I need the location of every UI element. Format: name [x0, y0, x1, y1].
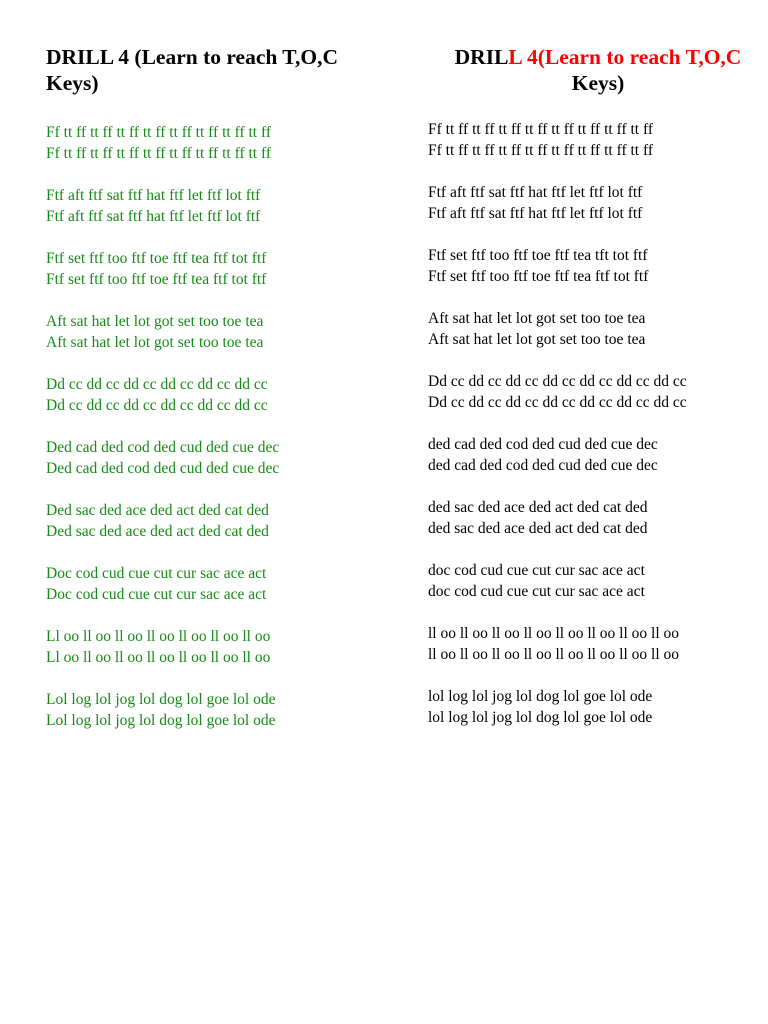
right-drill-list: [428, 119, 758, 728]
drill-group: [46, 563, 386, 605]
drill-line: Ftf aft ftf sat ftf hat ftf let ftf lot ftf: [46, 187, 261, 204]
drill-group: [428, 371, 758, 413]
drill-line: Ftf set ftf too ftf toe ftf tea ftf tot ftf: [428, 268, 649, 285]
drill-line: ded cad ded cod ded cud ded cue dec: [428, 457, 658, 474]
right-title-line2: Keys): [571, 71, 625, 95]
drill-line: Ded cad ded cod ded cud ded cue dec: [46, 460, 280, 477]
drill-line: Aft sat hat let lot got set too toe tea: [428, 310, 646, 327]
drill-group: [46, 248, 386, 290]
drill-line: Doc cod cud cue cut cur sac ace act: [46, 586, 267, 603]
drill-line: lol log lol jog lol dog lol goe lol ode: [428, 709, 653, 726]
drill-line: doc cod cud cue cut cur sac ace act: [428, 562, 645, 579]
drill-line: Ff tt ff tt ff tt ff tt ff tt ff tt ff tt ff tt ff: [428, 142, 654, 159]
drill-line: Ded sac ded ace ded act ded cat ded: [46, 523, 269, 540]
drill-line: Ftf set ftf too ftf toe ftf tea ftf tot ftf: [46, 271, 267, 288]
drill-line: ded cad ded cod ded cud ded cue dec: [428, 436, 658, 453]
drill-line: doc cod cud cue cut cur sac ace act: [428, 583, 645, 600]
drill-line: Aft sat hat let lot got set too toe tea: [428, 331, 646, 348]
drill-line: Dd cc dd cc dd cc dd cc dd cc dd cc: [46, 397, 268, 414]
drill-line: Ftf aft ftf sat ftf hat ftf let ftf lot ftf: [428, 205, 643, 222]
drill-line: Ftf aft ftf sat ftf hat ftf let ftf lot ftf: [46, 208, 261, 225]
right-title-red: L 4(Learn to reach T,O,C: [508, 45, 742, 69]
drill-line: Dd cc dd cc dd cc dd cc dd cc dd cc dd cc: [428, 394, 687, 411]
drill-line: ded sac ded ace ded act ded cat ded: [428, 520, 648, 537]
drill-group: [46, 689, 386, 731]
drill-line: Ded cad ded cod ded cud ded cue dec: [46, 439, 280, 456]
drill-group: [46, 437, 386, 479]
drill-line: ll oo ll oo ll oo ll oo ll oo ll oo ll oo ll oo: [428, 625, 680, 642]
drill-line: Ll oo ll oo ll oo ll oo ll oo ll oo ll oo: [46, 649, 271, 666]
drill-line: Ftf set ftf too ftf toe ftf tea tft tot ftf: [428, 247, 648, 264]
drill-line: Dd cc dd cc dd cc dd cc dd cc dd cc: [46, 376, 268, 393]
drill-group: [428, 623, 758, 665]
drill-group: [46, 185, 386, 227]
drill-line: ll oo ll oo ll oo ll oo ll oo ll oo ll oo ll oo: [428, 646, 680, 663]
drill-group: [428, 434, 758, 476]
drill-group: [46, 374, 386, 416]
drill-group: [428, 119, 758, 161]
drill-group: [46, 626, 386, 668]
drill-line: Ll oo ll oo ll oo ll oo ll oo ll oo ll oo: [46, 628, 271, 645]
drill-line: lol log lol jog lol dog lol goe lol ode: [428, 688, 653, 705]
right-title-black: DRIL: [454, 45, 509, 69]
drill-group: [428, 308, 758, 350]
right-title: [428, 44, 768, 100]
drill-line: Lol log lol jog lol dog lol goe lol ode: [46, 691, 276, 708]
drill-group: [46, 122, 386, 164]
left-drill-list: [46, 122, 386, 731]
drill-line: Aft sat hat let lot got set too toe tea: [46, 334, 264, 351]
left-title-line2: Keys): [46, 71, 99, 95]
drill-group: [428, 497, 758, 539]
drill-line: Ff tt ff tt ff tt ff tt ff tt ff tt ff tt ff tt ff: [46, 124, 272, 141]
drill-group: [428, 686, 758, 728]
left-title: [46, 44, 386, 100]
drill-line: Ded sac ded ace ded act ded cat ded: [46, 502, 269, 519]
drill-line: ded sac ded ace ded act ded cat ded: [428, 499, 648, 516]
drill-line: Aft sat hat let lot got set too toe tea: [46, 313, 264, 330]
right-column: [428, 44, 758, 749]
drill-group: [428, 560, 758, 602]
drill-group: [428, 182, 758, 224]
drill-group: [46, 500, 386, 542]
drill-line: Ftf set ftf too ftf toe ftf tea ftf tot ftf: [46, 250, 267, 267]
drill-line: Dd cc dd cc dd cc dd cc dd cc dd cc dd cc: [428, 373, 687, 390]
left-column: [46, 44, 386, 752]
drill-line: Ff tt ff tt ff tt ff tt ff tt ff tt ff tt ff tt ff: [46, 145, 272, 162]
drill-group: [428, 245, 758, 287]
drill-line: Ff tt ff tt ff tt ff tt ff tt ff tt ff tt ff tt ff: [428, 121, 654, 138]
left-title-line1: DRILL 4 (Learn to reach T,O,C: [46, 45, 339, 69]
drill-line: Doc cod cud cue cut cur sac ace act: [46, 565, 267, 582]
drill-group: [46, 311, 386, 353]
drill-line: Ftf aft ftf sat ftf hat ftf let ftf lot ftf: [428, 184, 643, 201]
drill-line: Lol log lol jog lol dog lol goe lol ode: [46, 712, 276, 729]
